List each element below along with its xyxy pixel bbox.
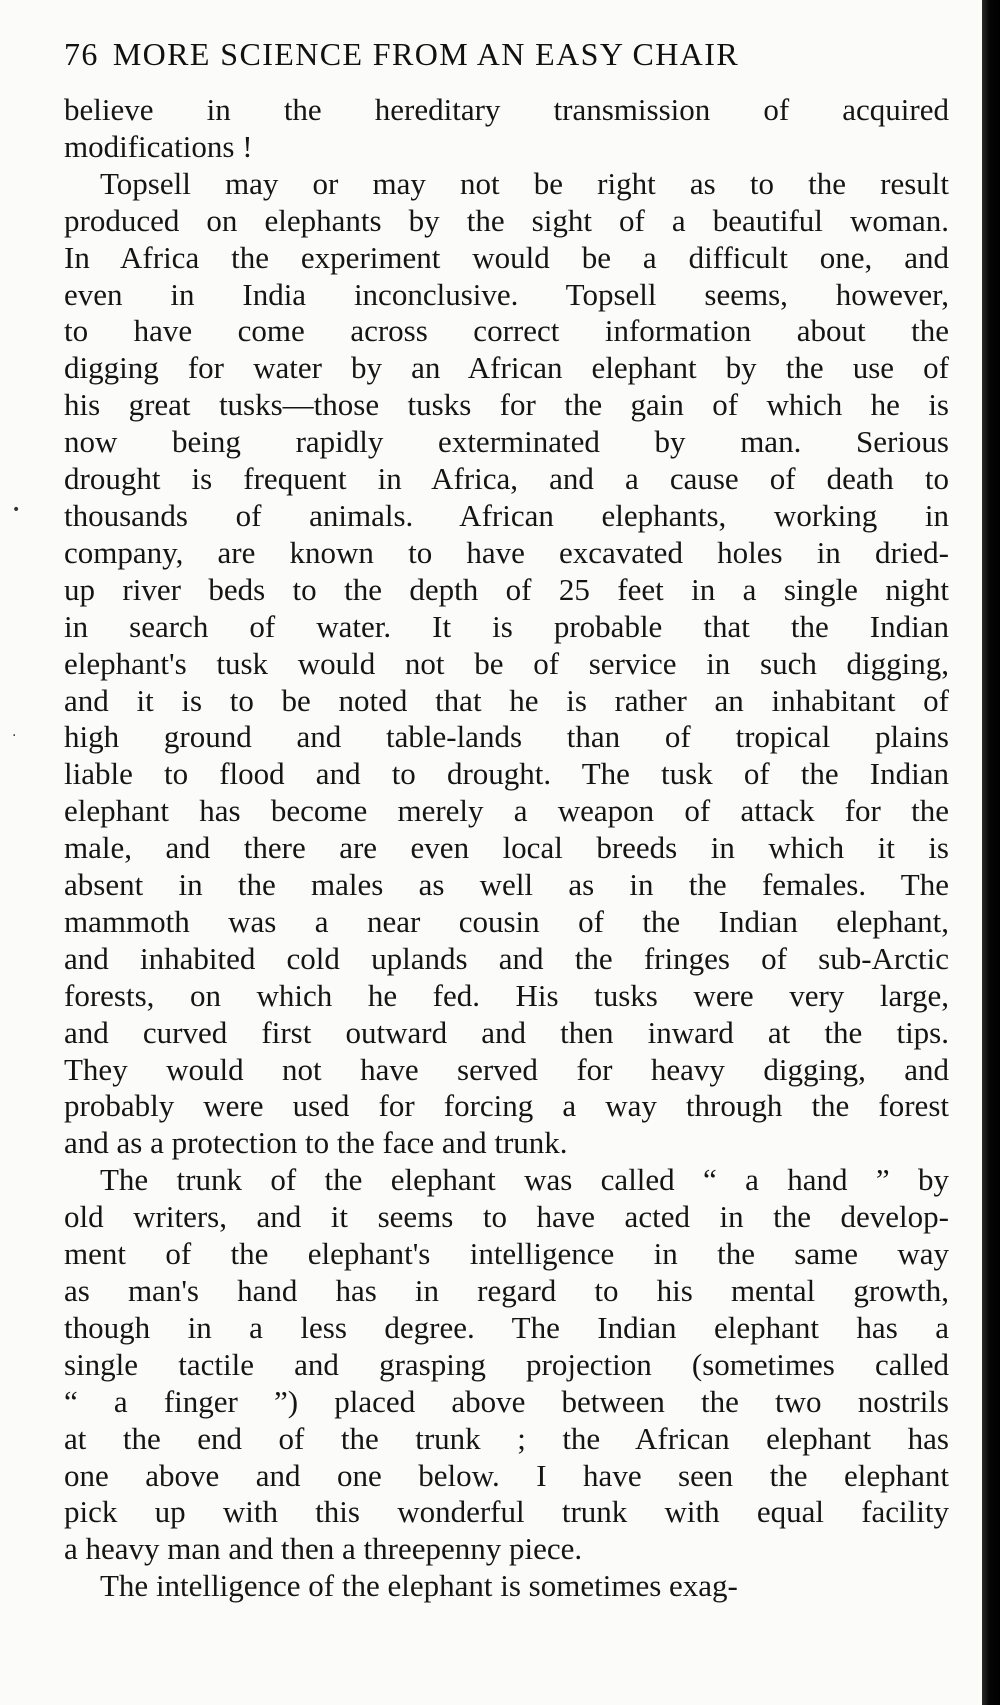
text-line: probably were used for forcing a way through the forest (64, 1088, 949, 1124)
text-line: at the end of the trunk ; the African elephant has (64, 1420, 949, 1456)
text-line: single tactile and grasping projection (sometimes called (64, 1346, 949, 1382)
text-line: in search of water. It is probable that the Indian (64, 608, 949, 644)
text-line: a heavy man and then a threepenny piece. (64, 1531, 583, 1567)
text-line: company, are known to have excavated holes in dried- (64, 534, 949, 570)
text-line: though in a less degree. The Indian elephant has a (64, 1309, 949, 1345)
text-line: and inhabited cold uplands and the fringes of sub-Arctic (64, 940, 949, 976)
margin-speck: · (12, 728, 17, 744)
paragraph (64, 1162, 949, 1568)
text-line: digging for water by an African elephant by the use of (64, 350, 949, 386)
page-number: 76 (64, 36, 99, 72)
text-line: elephant's tusk would not be of service in such digging, (64, 645, 949, 681)
text-line: his great tusks—those tusks for the gain of which he is (64, 387, 949, 423)
text-line: produced on elephants by the sight of a beautiful woman. (64, 202, 949, 238)
text-line: They would not have served for heavy digging, and (64, 1051, 949, 1087)
text-line: In Africa the experiment would be a difficult one, and (64, 239, 949, 275)
page-edge-shadow (982, 0, 1000, 1705)
text-line: up river beds to the depth of 25 feet in a single night (64, 571, 949, 607)
text-line: thousands of animals. African elephants, working in (64, 497, 949, 533)
text-line: male, and there are even local breeds in which it is (64, 830, 949, 866)
text-line: mammoth was a near cousin of the Indian elephant, (64, 903, 949, 939)
paragraph (64, 166, 949, 1162)
text-line: drought is frequent in Africa, and a cause of death to (64, 461, 949, 497)
text-line: to have come across correct information about the (64, 313, 949, 349)
text-line: even in India inconclusive. Topsell seems, however, (64, 276, 949, 312)
running-title: MORE SCIENCE FROM AN EASY CHAIR (112, 36, 740, 72)
text-line: believe in the hereditary transmission of acquired (64, 92, 949, 127)
margin-speck: • (12, 502, 21, 518)
text-line: absent in the males as well as in the females. The (64, 867, 949, 903)
paragraph (64, 1568, 949, 1605)
text-line: The trunk of the elephant was called “ a hand ” by (100, 1162, 949, 1198)
paragraph (64, 92, 949, 166)
text-line: modifications ! (64, 128, 253, 164)
text-line: and curved first outward and then inward at the tips. (64, 1014, 949, 1050)
text-line: as man's hand has in regard to his mental growth, (64, 1273, 949, 1308)
text-line: high ground and table-lands than of tropical plains (64, 719, 949, 755)
text-line: old writers, and it seems to have acted in the develop- (64, 1199, 949, 1235)
running-header (64, 34, 954, 74)
text-line: and as a protection to the face and trunk. (64, 1125, 568, 1161)
text-line: one above and one below. I have seen the elephant (64, 1457, 949, 1493)
body-text (64, 92, 949, 1605)
text-line: The intelligence of the elephant is sometimes exag- (100, 1568, 738, 1604)
text-line: and it is to be noted that he is rather an inhabitant of (64, 682, 949, 718)
text-line: “ a finger ”) placed above between the two nostrils (64, 1383, 949, 1419)
text-line: elephant has become merely a weapon of attack for the (64, 793, 949, 829)
text-line: now being rapidly exterminated by man. Serious (64, 424, 949, 460)
text-line: Topsell may or may not be right as to the result (100, 165, 949, 201)
text-line: pick up with this wonderful trunk with equal facility (64, 1494, 949, 1530)
text-line: liable to flood and to drought. The tusk of the Indian (64, 756, 949, 792)
text-line: ment of the elephant's intelligence in the same way (64, 1236, 949, 1272)
text-line: forests, on which he fed. His tusks were very large, (64, 977, 949, 1013)
